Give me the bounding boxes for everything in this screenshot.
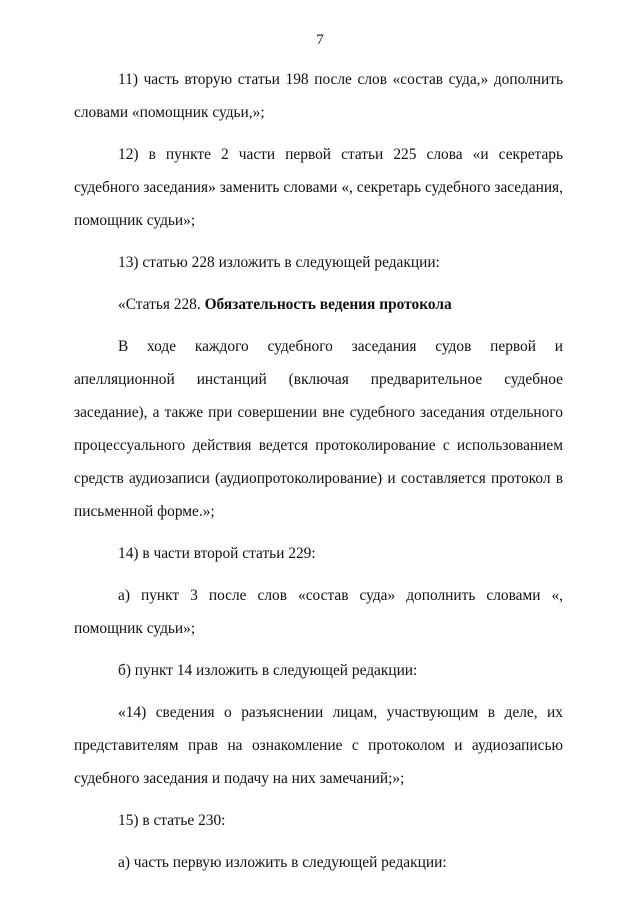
article-228-prefix: «Статья 228. [118, 296, 205, 313]
article-228-body: В ходе каждого судебного заседания судов первой и апелляционной инстанций (включая предварительное судебное заседание), а также при совершении вне судебного заседания отдельного процессуального действия ведется протоколирование с использованием средств аудиозаписи (аудиопротоколирование) и составляется протокол в письменной форме.»; [74, 338, 563, 520]
document-body [74, 63, 563, 879]
page-number: 7 [316, 32, 324, 48]
paragraph-15: 15) в статье 230: [118, 812, 226, 829]
paragraph-14b-text: «14) сведения о разъяснении лицам, участвующим в деле, их представителям прав на ознакомление с протоколом и аудиозаписью судебного заседания и подачу на них замечаний;»; [74, 704, 563, 787]
paragraph-14: 14) в части второй статьи 229: [118, 545, 316, 562]
paragraph-11: 11) часть вторую статьи 198 после слов «состав суда,» дополнить словами «помощник судьи,»; [74, 71, 563, 121]
paragraph-14b: б) пункт 14 изложить в следующей редакции: [118, 662, 418, 679]
article-228-heading [74, 288, 563, 321]
paragraph-13: 13) статью 228 изложить в следующей редакции: [118, 254, 440, 271]
article-228-title: Обязательность ведения протокола [204, 296, 452, 313]
paragraph-15a: а) часть первую изложить в следующей редакции: [118, 854, 447, 871]
paragraph-12: 12) в пункте 2 части первой статьи 225 слова «и секретарь судебного заседания» заменить словами «, секретарь судебного заседания, помощник судьи»; [74, 146, 563, 229]
paragraph-14a: а) пункт 3 после слов «состав суда» дополнить словами «, помощник судьи»; [74, 587, 563, 637]
